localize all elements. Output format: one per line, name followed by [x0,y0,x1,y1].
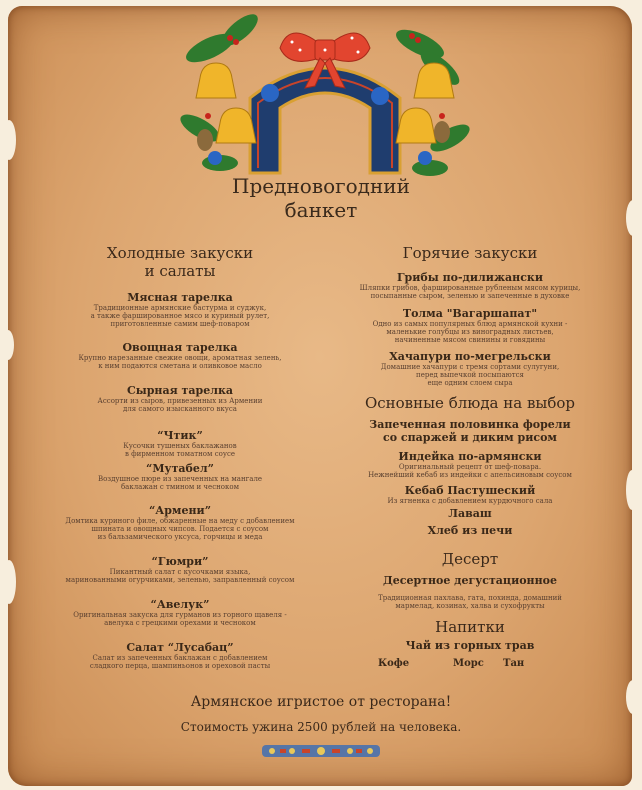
dish-desc: Нежнейший кебаб из индейки с апельсиновым соусом [368,471,572,479]
dish-desc: еще одним слоем сыра [427,379,513,387]
drink-item: Морс [453,658,484,669]
dish-desc: из бальзамического уксуса, горчицы и меда [97,533,263,541]
title-line-1: Предновогодний [232,174,410,198]
dish-desc: Традиционная пахлава, гата, похинда, домашний [378,594,562,602]
dish-name: Салат “Лусабац” [126,641,234,654]
dish-name: Овощная тарелка [122,341,238,354]
menu-item [40,504,320,541]
dish-name: Кебаб Пастушеский [404,484,536,497]
dish-desc: для самого изысканного вкуса [123,405,237,413]
dish-desc: перед выпечкой посыпаются [416,371,524,379]
menu-item [320,450,620,479]
dish-desc: посыпанные сыром, зеленью и запеченные в духовке [370,292,570,300]
cold-appetizers-title [40,244,320,280]
dish-desc: Домтика куриного филе, обжаренные на меду с добавлением [65,517,295,525]
main-dishes-title: Основные блюда на выбор [364,394,576,412]
menu-item [40,291,320,328]
menu-item [40,429,320,458]
bottom-ornament-icon [262,742,380,760]
menu-item [320,524,620,537]
hot-appetizers-title: Горячие закуски [402,244,538,262]
dish-desc: Крупно нарезанные свежие овощи, ароматная зелень, [78,354,282,362]
dish-desc: маринованными огурчиками, зеленью, заправленный соусом [65,576,295,584]
dish-name: Сырная тарелка [126,384,234,397]
dish-name: Лаваш [448,507,492,520]
dish-desc: Из ягненка с добавлением курдючного сала [387,497,553,505]
dish-name: Грибы по-дилижански [396,271,544,284]
section-title-line: Холодные закуски [106,244,254,262]
menu-item [40,555,320,584]
dish-desc: а также фаршированное мясо и куриный рулет, [90,312,270,320]
footer-sparkling-note: Армянское игристое от ресторана! [190,694,452,710]
dish-desc: Салат из запеченных баклажан с добавлением [92,654,268,662]
menu-item [40,641,320,670]
menu-item [40,598,320,627]
drink-item: Тан [503,658,525,669]
dish-desc: Ассорти из сыров, привезенных из Армении [97,397,263,405]
title-line-2: банкет [284,198,358,222]
dish-name: “Мутабел” [146,462,214,475]
menu-item [40,462,320,491]
menu-item [40,384,320,413]
dish-desc: мармелад, козинах, халва и сухофрукты [395,602,545,610]
menu-item [320,271,620,300]
dish-name: Толма "Вагаршапат" [402,307,538,320]
dish-desc: авелука с грецкими орехами и чесноком [104,619,256,627]
menu-item [320,307,620,344]
dish-desc: маленькие голубцы из виноградных листьев, [386,328,554,336]
dish-desc: приготовленные самим шеф-поваром [110,320,250,328]
dish-desc: Домашние хачапури с тремя сортами сулугуни, [380,363,560,371]
dish-desc: шпината и овощных чипсов. Подается с соусом [91,525,269,533]
menu-item [320,574,620,587]
dish-desc: Кусочки тушеных баклажанов [123,442,237,450]
dish-desc: Шляпки грибов, фаршированные рубленым мясом курицы, [359,284,581,292]
dish-name: “Авелук” [150,598,210,611]
dish-desc: Традиционные армянские бастурма и суджук, [93,304,267,312]
dish-desc: Воздушное пюре из запеченных на мангале [97,475,263,483]
dish-desc: к ним подаются сметана и оливковое масло [98,362,262,370]
dish-desc: Оригинальная закуска для гурманов из горного щавеля - [73,611,287,619]
dish-name: Индейка по-армянски [398,450,542,463]
dish-desc: баклажан с тмином и чесноком [120,483,240,491]
dish-name: “Армени” [148,504,212,517]
section-title-line: и салаты [144,262,216,280]
dessert-title: Десерт [441,550,499,568]
dish-desc: начиненные мясом свинины и говядины [394,336,546,344]
dish-name: “Гюмри” [151,555,209,568]
dish-desc: Пикантный салат с кусочками языка, [109,568,251,576]
menu-item [320,418,620,444]
dish-desc: Оригинальный рецепт от шеф-повара. [398,463,542,471]
dish-name: “Чтик” [157,429,203,442]
menu-item [320,507,620,520]
dish-desc: сладкого перца, шампиньонов и ореховой пасты [89,662,271,670]
dish-name: Чай из горных трав [405,639,535,652]
menu-item [320,350,620,387]
christmas-arch-decoration [180,8,470,178]
dish-name: со спаржей и диким рисом [383,431,557,444]
dish-name: Десертное дегустационное [382,574,557,587]
dessert-desc-block [320,594,620,610]
page-title [0,174,642,222]
drinks-title: Напитки [435,618,505,636]
drink-item: Кофе [378,658,410,669]
footer-price-note: Стоимость ужина 2500 рублей на человека. [180,720,462,734]
dish-name: Хачапури по-мегрельски [389,350,551,363]
dish-name: Мясная тарелка [127,291,233,304]
menu-item [320,639,620,652]
dish-name: Запеченная половинка форели [369,418,571,431]
menu-item [40,341,320,370]
dish-desc: Одно из самых популярных блюд армянской кухни - [372,320,568,328]
dish-desc: в фирменном томатном соусе [124,450,236,458]
menu-item [320,484,620,505]
dish-name: Хлеб из печи [427,524,513,537]
